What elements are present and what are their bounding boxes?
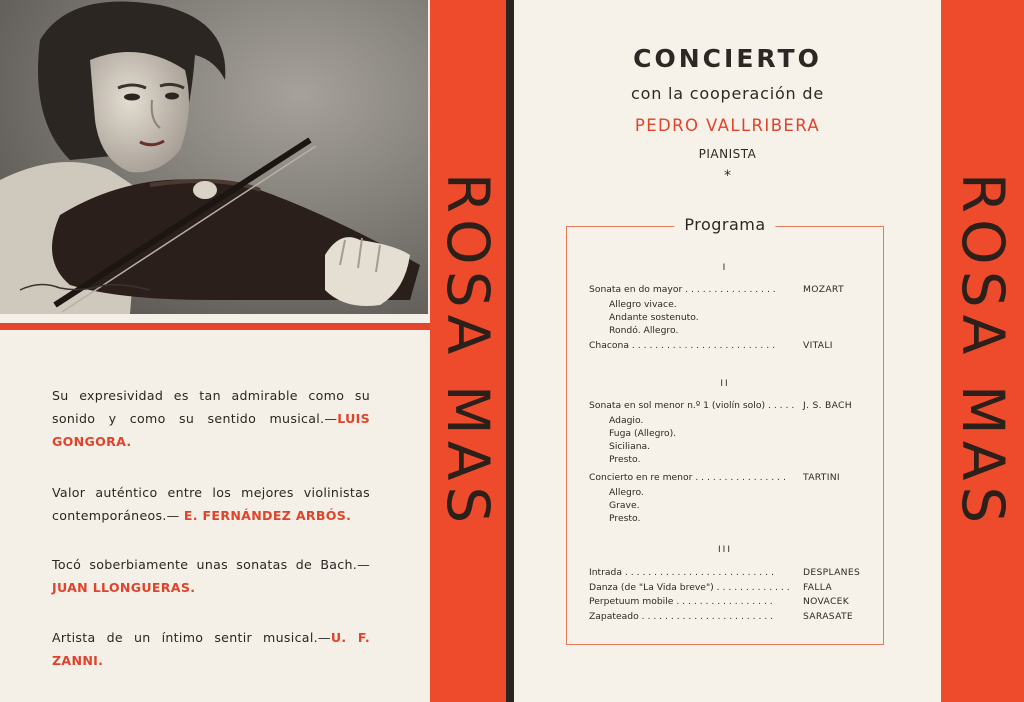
violinist-photo <box>0 0 428 314</box>
page-gutter <box>506 0 514 702</box>
quote-3: Tocó soberbiamente unas sonatas de Bach.— JUAN LLONGUERAS. <box>52 557 370 595</box>
composer-name: DESPLANES <box>803 567 861 578</box>
movement: Allegro. <box>609 487 644 498</box>
composer-name: SARASATE <box>803 611 853 622</box>
violinist-illustration <box>0 0 428 314</box>
concert-title: CONCIERTO <box>633 44 822 73</box>
movement: Allegro vivace. <box>609 299 677 310</box>
pianist-name: PEDRO VALLRIBERA <box>634 116 821 135</box>
movement: Fuga (Allegro). <box>609 428 677 439</box>
quote-1: Su expresividad es tan admirable como su sonido y como su sentido musical.—LUIS GONGORA. <box>52 388 370 449</box>
composer-name: TARTINI <box>803 472 840 483</box>
left-page <box>0 0 430 702</box>
movement: Rondó. Allegro. <box>609 325 679 336</box>
program-box: Programa I Sonata en do mayor . . . . . . . . . . . . . . . . MOZART Allegro vivace. Andante sostenuto. Rondó. Allegro. Chacona . . . . . . . . . . . . . . . . . . . . . . . . . VITALI II Sonata en sol menor n.º 1 (violín solo) . . . . . J. S. BACH Adagio. Fuga (Allegro). Siciliana. Presto. Concierto en re menor . . . . . . . . . . . . . . . . TARTINI Allegro. Grave. Presto. III Intrada . . . . . . . . . . . . . . . . . . . . . . . . . . DESPLANES Danza (de "La Vida breve") . . . . . . . . . . . . . FALLA Perpetuum mobile . . . . . . . . . . . . . . . . . NOVACEK Zapateado . . . . . . . . . . . . . . . . . . . . . . . SARASATE <box>566 226 884 645</box>
name-band-left <box>430 0 506 702</box>
composer-name: NOVACEK <box>803 596 850 607</box>
quote-4: Artista de un íntimo sentir musical.—U. F. ZANNI. <box>52 630 370 668</box>
red-divider-line <box>0 323 430 330</box>
movement: Adagio. <box>609 415 644 426</box>
part-numeral: III <box>718 545 732 555</box>
part-numeral: II <box>720 379 730 389</box>
band-title: ROSA MAS <box>948 172 1017 530</box>
movement: Presto. <box>609 454 641 465</box>
movement: Andante sostenuto. <box>609 312 699 323</box>
part-numeral: I <box>722 263 728 273</box>
ornament-star: * <box>724 168 731 184</box>
quote-author: JUAN LLONGUERAS. <box>52 580 196 595</box>
movement: Grave. <box>609 500 640 511</box>
right-page <box>514 0 941 702</box>
band-title: ROSA MAS <box>434 172 502 530</box>
pianist-role: PIANISTA <box>698 147 757 161</box>
quote-author: E. FERNÁNDEZ ARBÓS. <box>183 508 352 523</box>
quote-author: LUIS GONGORA. <box>52 411 370 449</box>
concert-subtitle: con la cooperación de <box>631 84 824 103</box>
composer-name: VITALI <box>803 340 833 351</box>
movement: Siciliana. <box>609 441 651 452</box>
composer-name: MOZART <box>803 284 844 295</box>
composer-name: FALLA <box>803 582 832 593</box>
name-band-right <box>941 0 1024 702</box>
quote-2: Valor auténtico entre los mejores violinistas contemporáneos.— E. FERNÁNDEZ ARBÓS. <box>52 485 370 523</box>
program-title: Programa <box>674 215 775 234</box>
quote-author: U. F. ZANNI. <box>52 630 370 668</box>
composer-name: J. S. BACH <box>803 400 852 411</box>
movement: Presto. <box>609 513 641 524</box>
